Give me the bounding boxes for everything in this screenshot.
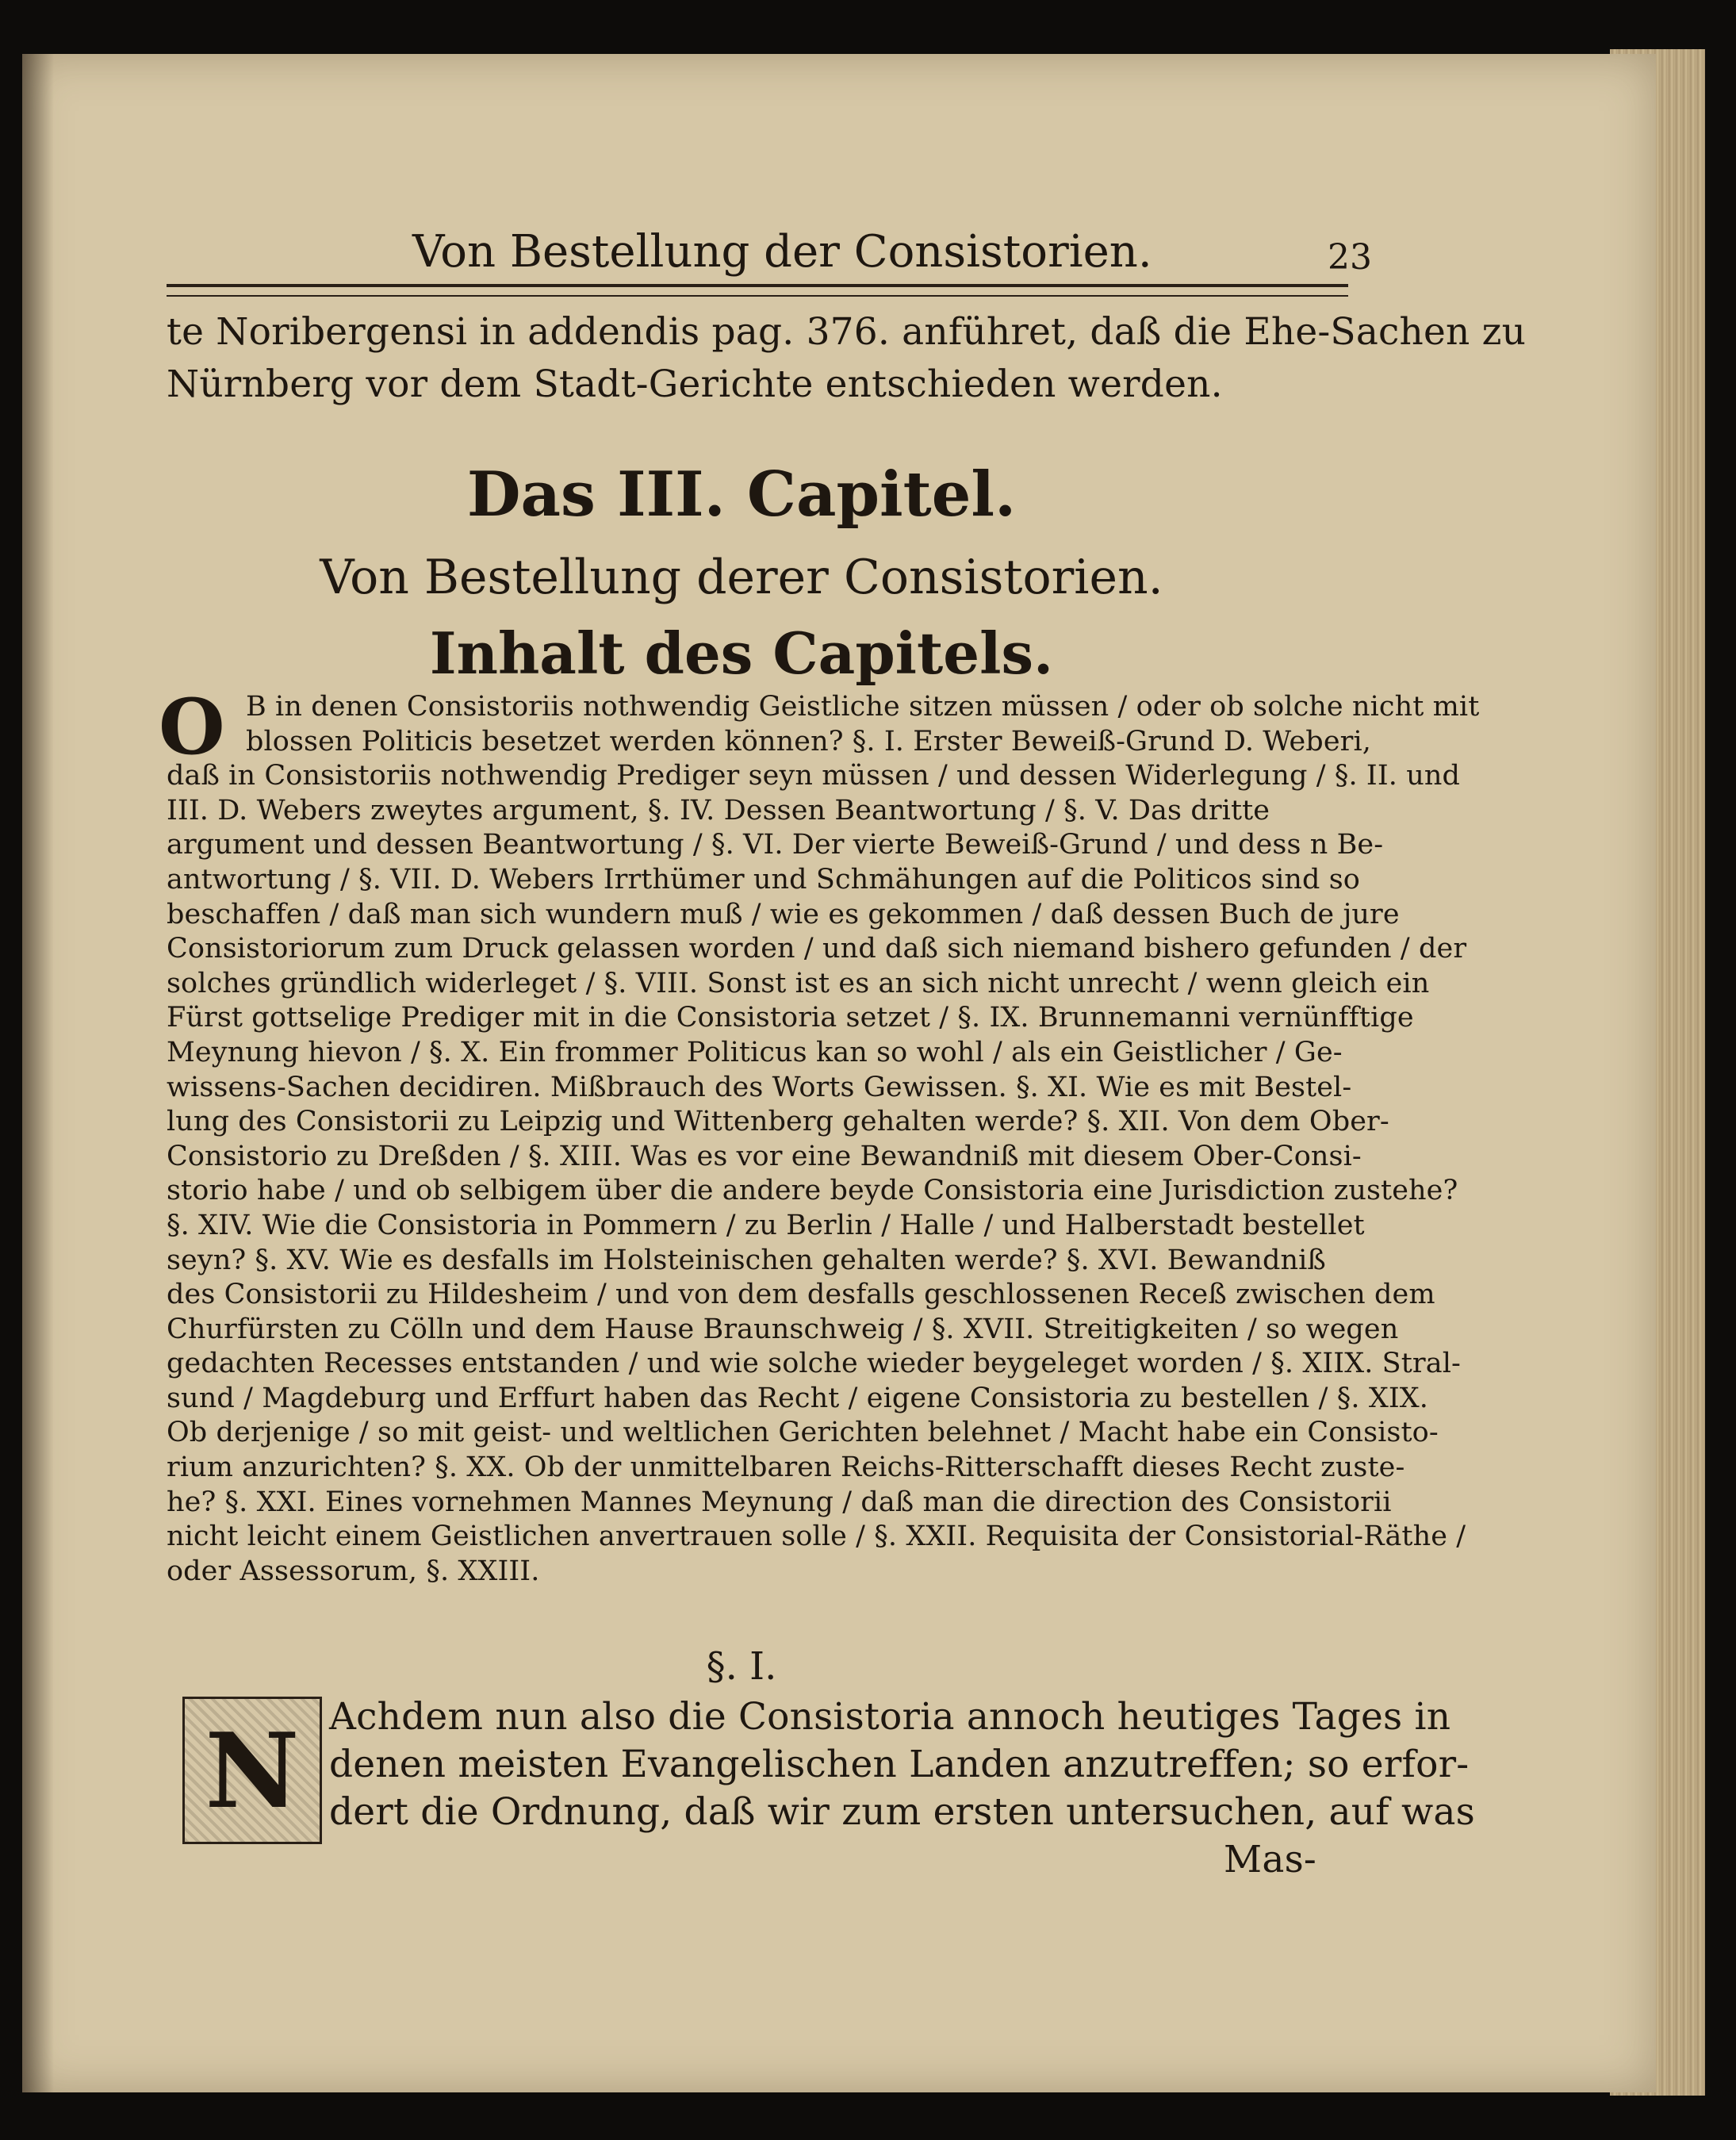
summary-line: des Consistorii zu Hildesheim / und von dem desfalls geschlossenen Receß zwischen dem <box>167 1279 1435 1311</box>
summary-line: Meynung hievon / §. X. Ein frommer Politicus kan so wohl / als ein Geistlicher / Ge- <box>167 1036 1343 1068</box>
summary-line: oder Assessorum, §. XXIII. <box>167 1555 540 1587</box>
summary-line: storio habe / und ob selbigem über die andere beyde Consistoria eine Jurisdiction zustehe? <box>167 1175 1458 1207</box>
summary-initial: O <box>159 682 225 772</box>
chapter-subtitle: Von Bestellung derer Consistorien. <box>320 550 1163 605</box>
catchword: Mas- <box>1224 1838 1316 1882</box>
summary-line: Consistoriorum zum Druck gelassen worden / und daß sich niemand bishero gefunden / der <box>167 933 1467 965</box>
ornamental-initial: N <box>182 1697 322 1844</box>
text-line: Nürnberg vor dem Stadt-Gerichte entschieden werden. <box>167 362 1223 406</box>
summary-line: beschaffen / daß man sich wundern muß / wie es gekommen / daß dessen Buch de jure <box>167 898 1400 930</box>
summary-line: blossen Politicis besetzet werden können? §. I. Erster Beweiß-Grund D. Weberi, <box>246 725 1371 757</box>
summary-line: he? §. XXI. Eines vornehmen Mannes Meynung / daß man die direction des Consistorii <box>167 1486 1392 1518</box>
summary-line: sund / Magdeburg und Erffurt haben das Recht / eigene Consistoria zu bestellen / §. XIX. <box>167 1382 1429 1414</box>
summary-line: Ob derjenige / so mit geist- und weltlichen Gerichten belehnet / Macht habe ein Consisto- <box>167 1417 1439 1449</box>
carryover-text <box>167 306 1527 411</box>
section-mark: §. I. <box>706 1644 777 1689</box>
text-line: te Noribergensi in addendis pag. 376. anführet, daß die Ehe-Sachen zu <box>167 310 1527 354</box>
summary-line: B in denen Consistoriis nothwendig Geistliche sitzen müssen / oder ob solche nicht mit <box>246 691 1480 723</box>
summary-line: §. XIV. Wie die Consistoria in Pommern / zu Berlin / Halle / und Halberstadt bestellet <box>167 1209 1365 1241</box>
running-head <box>167 214 1372 278</box>
paragraph-line: denen meisten Evangelischen Landen anzutreffen; so erfor- <box>329 1743 1470 1787</box>
page-text <box>159 214 1527 1884</box>
summary-line: III. D. Webers zweytes argument, §. IV. Dessen Beantwortung / §. V. Das dritte <box>167 794 1270 826</box>
summary-line: antwortung / §. VII. D. Webers Irrthümer und Schmähungen auf die Politicos sind so <box>167 863 1360 896</box>
contents-heading: Inhalt des Capitels. <box>429 619 1054 687</box>
running-title: Von Bestellung der Consistorien. <box>412 226 1152 278</box>
header-rule <box>167 284 1348 297</box>
chapter-summary <box>159 682 1480 1589</box>
summary-line: Consistorio zu Dreßden / §. XIII. Was es vor eine Bewandniß mit diesem Ober-Consi- <box>167 1140 1362 1172</box>
paragraph-line: dert die Ordnung, daß wir zum ersten untersuchen, auf was <box>329 1790 1475 1835</box>
summary-line: gedachten Recesses entstanden / und wie solche wieder beygeleget worden / §. XIIX. Stral- <box>167 1348 1461 1380</box>
section-paragraph <box>167 1693 1475 1884</box>
page-number: 23 <box>1328 237 1372 278</box>
summary-line: nicht leicht einem Geistlichen anvertrauen solle / §. XXII. Requisita der Consistorial-Räthe / <box>167 1521 1466 1553</box>
summary-line: argument und dessen Beantwortung / §. VI. Der vierte Beweiß-Grund / und dess n Be- <box>167 829 1384 861</box>
chapter-title: Das III. Capitel. <box>466 458 1017 531</box>
summary-line: wissens-Sachen decidiren. Mißbrauch des Worts Gewissen. §. XI. Wie es mit Bestel- <box>167 1071 1352 1103</box>
binding-gutter <box>22 54 54 2092</box>
summary-line: daß in Consistoriis nothwendig Prediger seyn müssen / und dessen Widerlegung / §. II. und <box>167 760 1460 792</box>
summary-line: rium anzurichten? §. XX. Ob der unmittelbaren Reichs-Ritterschafft dieses Recht zuste- <box>167 1452 1405 1484</box>
summary-line: Churfürsten zu Cölln und dem Hause Braunschweig / §. XVII. Streitigkeiten / so wegen <box>167 1313 1399 1345</box>
summary-line: Fürst gottselige Prediger mit in die Consistoria setzet / §. IX. Brunnemanni vernünfftige <box>167 1002 1414 1034</box>
summary-line: solches gründlich widerleget / §. VIII. Sonst ist es an sich nicht unrecht / wenn gleich ein <box>167 967 1430 999</box>
paragraph-line: Achdem nun also die Consistoria annoch heutiges Tages in <box>329 1695 1451 1739</box>
summary-line: lung des Consistorii zu Leipzig und Wittenberg gehalten werde? §. XII. Von dem Ober- <box>167 1106 1389 1138</box>
summary-line: seyn? §. XV. Wie es desfalls im Holsteinischen gehalten werde? §. XVI. Bewandniß <box>167 1244 1326 1276</box>
